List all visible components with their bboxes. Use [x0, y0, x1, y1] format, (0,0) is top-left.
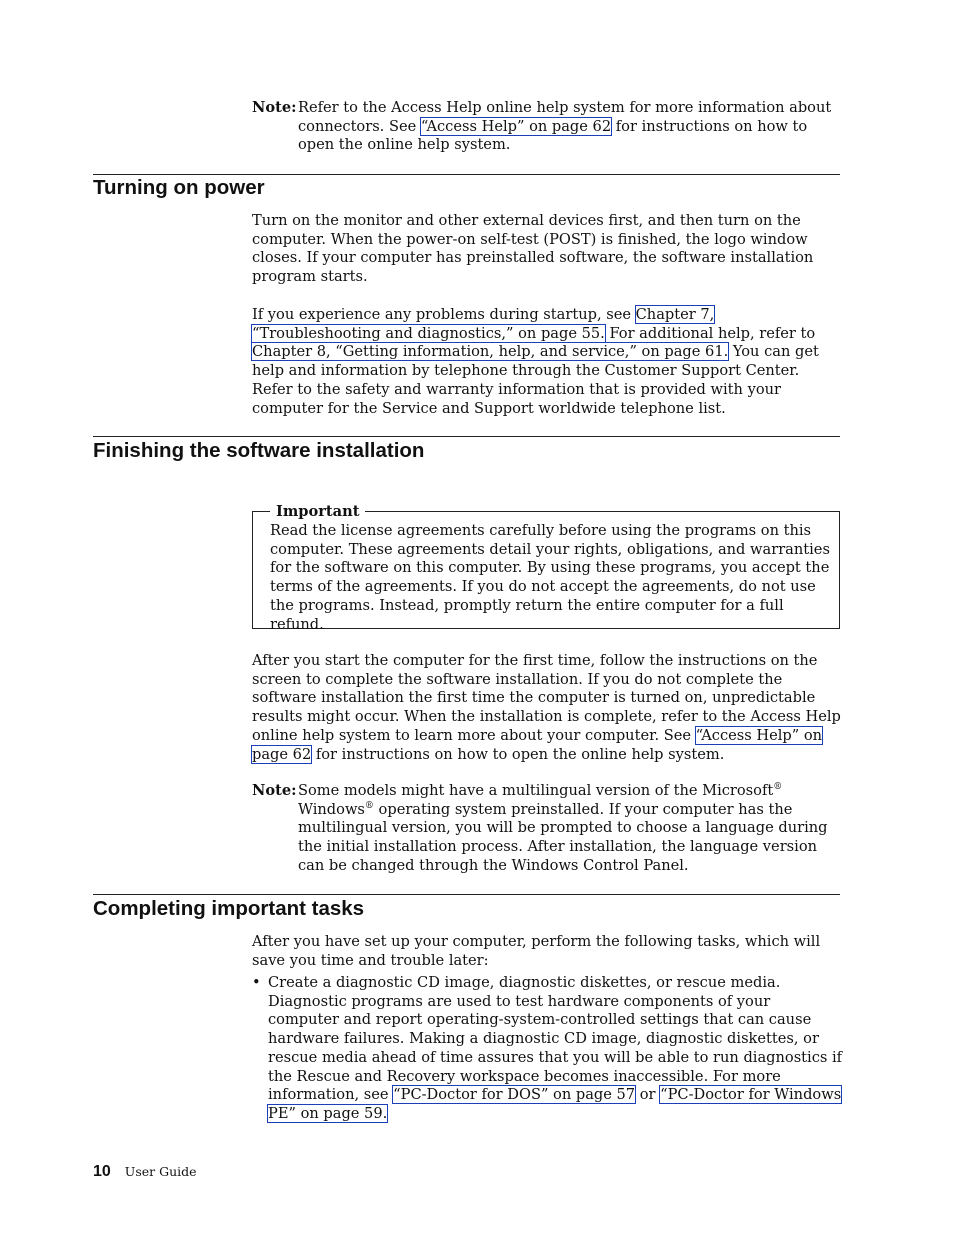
section-heading-tasks: Completing important tasks	[93, 897, 365, 920]
important-title: Important	[270, 503, 365, 522]
text-part: Some models might have a multilingual version of the Microsoft	[298, 782, 774, 799]
power-paragraph-2	[252, 306, 836, 418]
page-footer	[93, 1161, 197, 1181]
registered-mark: ®	[773, 782, 783, 792]
section-divider	[93, 894, 840, 895]
list-item-text	[268, 974, 844, 1124]
power-paragraph-1: Turn on the monitor and other external devices first, and then turn on the computer. When the power-on self-test (POST) is finished, the logo window closes. If your computer has preinstalled software, the software installation program starts.	[252, 212, 814, 286]
pc-doctor-dos-link[interactable]: “PC-Doctor for DOS” on page 57	[393, 1086, 636, 1104]
important-text: Read the license agreements carefully before using the programs on this computer. These agreements detail your rights, obligations, and warranties for the software on this computer. By using these programs, you accept the terms of the agreements. If you do not accept the agreements, do not use the programs. Instead, promptly return the entire computer for a full refund.	[270, 522, 830, 633]
text-part: Windows	[298, 800, 365, 818]
note-text-part: Refer to the Access Help online help system for more information about connectors. See	[298, 99, 832, 135]
text-part: You can get help and information by telephone through the Customer Support Center. Refer to the safety and warranty information that is provided with your computer for the Service and Support worldwide telephone list.	[252, 343, 819, 417]
document-title: User Guide	[124, 1164, 197, 1179]
access-help-link[interactable]: “Access Help” on page 62	[252, 726, 823, 763]
page-number: 10	[93, 1163, 111, 1180]
pc-doctor-windows-pe-link[interactable]: “PC-Doctor for Windows PE” on page 59.	[268, 1086, 842, 1122]
list-item	[252, 974, 844, 1124]
note-label: Note:	[252, 99, 297, 116]
text-part: If you experience any problems during startup, see	[252, 306, 636, 323]
section-heading-finishing: Finishing the software installation	[93, 439, 425, 462]
bullet-icon: •	[252, 974, 261, 991]
multilingual-note	[252, 782, 840, 876]
tasks-intro: After you have set up your computer, perform the following tasks, which will save you time and trouble later:	[252, 933, 821, 969]
troubleshooting-chapter-link[interactable]: Chapter 7, “Troubleshooting and diagnostics,” on page 55.	[252, 306, 715, 342]
text-part: or	[635, 1086, 661, 1104]
text-part: for instructions on how to open the online help system.	[311, 745, 725, 763]
text-part: For additional help, refer to	[604, 324, 816, 342]
section-divider	[93, 174, 840, 175]
registered-mark: ®	[364, 800, 374, 811]
top-note	[252, 99, 832, 155]
text-part: operating system preinstalled. If your computer has the multilingual version, you will be prompted to choose a language during the initial installation process. After installation, the language version can be changed through the Windows Control Panel.	[298, 800, 828, 874]
finishing-paragraph	[252, 652, 842, 764]
note-text	[298, 99, 832, 155]
note-text	[298, 782, 840, 876]
access-help-link[interactable]: “Access Help” on page 62	[420, 117, 612, 135]
section-heading-power: Turning on power	[93, 176, 265, 199]
section-divider	[93, 436, 840, 437]
note-label: Note:	[252, 782, 297, 799]
getting-help-chapter-link[interactable]: Chapter 8, “Getting information, help, and service,” on page 61.	[252, 343, 729, 361]
text-part: After you start the computer for the first time, follow the instructions on the screen to complete the software installation. If you do not complete the software installation the first time the computer is turned on, unpredictable results might occur. When the installation is complete, refer to the Access Help online help system to learn more about your computer. See	[252, 652, 841, 744]
text-part: Create a diagnostic CD image, diagnostic diskettes, or rescue media. Diagnostic programs are used to test hardware components of your computer and report operating-system-controlled settings that can cause hardware failures. Making a diagnostic CD image, diagnostic diskettes, or rescue media ahead of time assures that you will be able to run diagnostics if the Rescue and Recovery workspace becomes inaccessible. For more information, see	[268, 974, 843, 1104]
note-text-part: for instructions on how to open the online help system.	[298, 117, 808, 154]
tasks-list	[252, 974, 844, 1124]
